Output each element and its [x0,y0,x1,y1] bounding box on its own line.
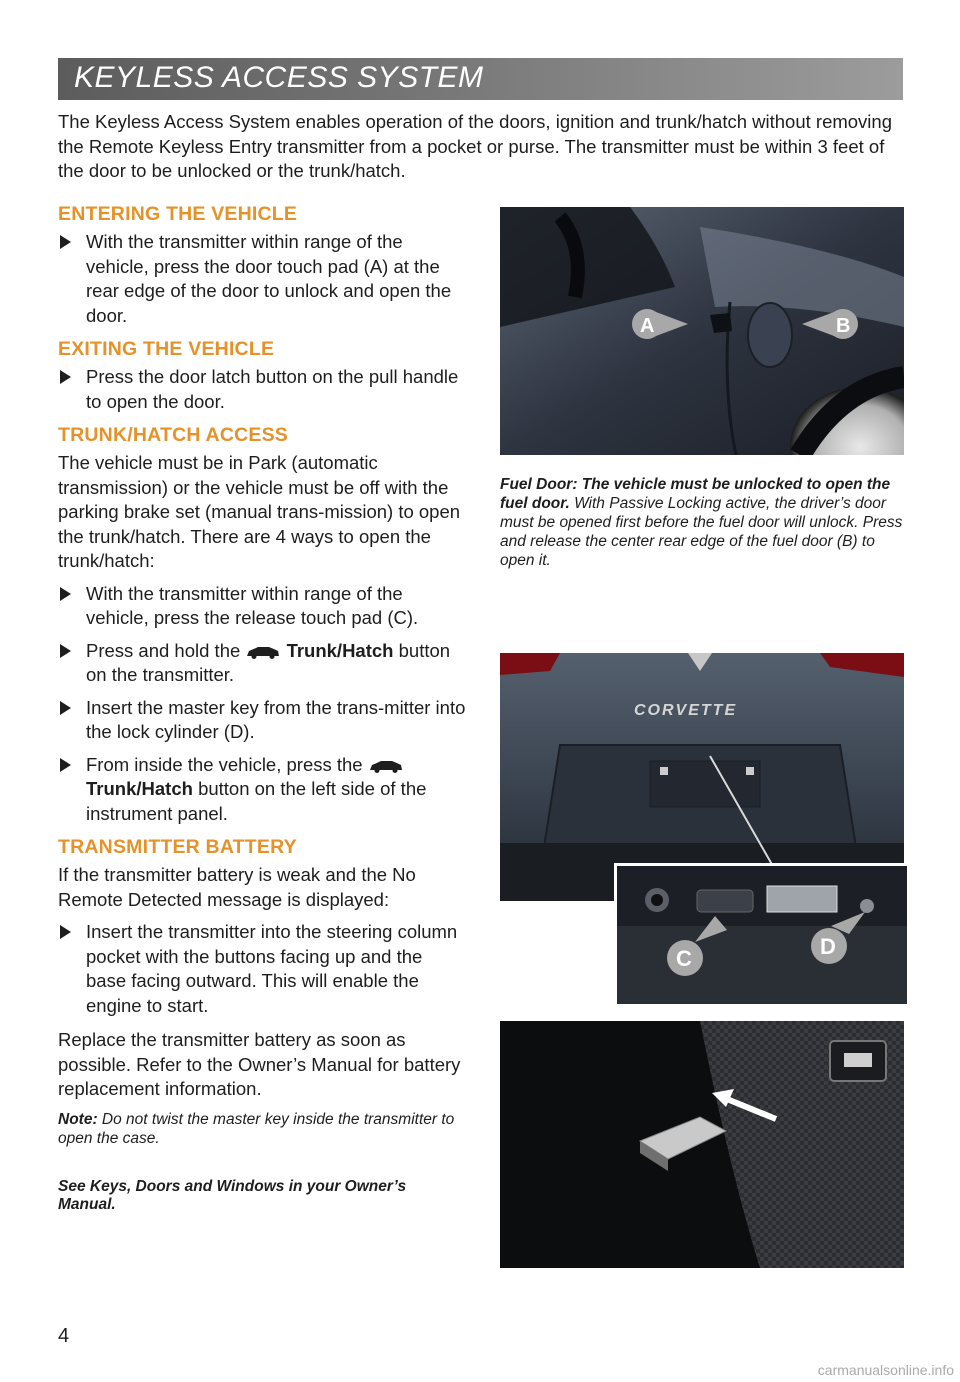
entering-list [58,230,466,328]
callout-b: B [836,315,851,337]
trunk-text: The vehicle must be in Park (automatic transmission) or the vehicle must be off with the parking brake set (manual trans-mission) to open the trunk/hatch. There are 4 ways to open the trunk/hatch: [58,452,461,571]
trunk-car-icon [368,759,404,773]
page-number: 4 [58,1325,70,1347]
section-banner [58,58,903,100]
intro-paragraph: The Keyless Access System enables operation of the doors, ignition and trunk/hatch without removing the Remote Keyless Entry transmitter from a pocket or purse. The transmitter must be within 3 feet of the door to be unlocked or the trunk/hatch. [58,111,892,181]
fuel-door-caption: Fuel Door: The vehicle must be unlocked to open the fuel door. With Passive Locking active, the driver’s door must be opened first before the fuel door will unlock. Press and release the center rear edge of the fuel door (B) to open it. [500,476,903,569]
list-item: From inside the vehicle, press the Trunk/Hatch button on the left side of the instrument panel. [58,753,466,827]
list-item: Insert the transmitter into the steering column pocket with the buttons facing up and the base facing outward. This will enable the engine to start. [58,920,466,1018]
battery-text-2: Replace the transmitter battery as soon as possible. Refer to the Owner’s Manual for battery replacement information. [58,1029,461,1099]
watermark: carmanualsonline.info [817,1362,954,1378]
battery-text: If the transmitter battery is weak and the No Remote Detected message is displayed: [58,864,416,910]
trunk-car-icon [245,645,281,659]
callout-a: A [640,315,655,337]
triangle-bullet-icon [60,370,71,384]
interior-illustration [500,1021,904,1268]
fuel-door-photo [500,207,904,455]
triangle-bullet-icon [60,758,71,772]
section-title: KEYLESS ACCESS SYSTEM [74,61,484,94]
list-item: With the transmitter within range of the vehicle, press the door touch pad (A) at the rear edge of the door to unlock and open the door. [58,230,466,328]
exiting-list [58,365,466,414]
entering-heading: ENTERING THE VEHICLE [58,203,298,225]
exiting-heading: EXITING THE VEHICLE [58,338,275,360]
triangle-bullet-icon [60,587,71,601]
callout-d: D [820,934,836,959]
callout-c: C [676,946,692,971]
trunk-heading: TRUNK/HATCH ACCESS [58,424,289,446]
interior-photo [500,1021,904,1268]
triangle-bullet-icon [60,235,71,249]
list-item: Insert the master key from the trans-mitter into the lock cylinder (D). [58,696,466,745]
see-also-note: See Keys, Doors and Windows in your Owner’s Manual. [58,1177,407,1213]
fuel-door-illustration [500,207,904,455]
trunk-release-illustration [617,866,907,1004]
list-item: Press the door latch button on the pull handle to open the door. [58,365,466,414]
battery-note: Note: Do not twist the master key inside the transmitter to open the case. [58,1110,455,1147]
list-item: Press and hold the Trunk/Hatch button on the transmitter. [58,639,466,688]
corvette-badge: CORVETTE [634,702,738,719]
trunk-inset-photo [614,863,910,1007]
list-item: With the transmitter within range of the vehicle, press the release touch pad (C). [58,582,466,631]
left-column [58,203,466,1214]
battery-list [58,920,466,1018]
triangle-bullet-icon [60,644,71,658]
triangle-bullet-icon [60,701,71,715]
trunk-list [58,582,466,827]
triangle-bullet-icon [60,925,71,939]
battery-heading: TRANSMITTER BATTERY [58,836,297,858]
